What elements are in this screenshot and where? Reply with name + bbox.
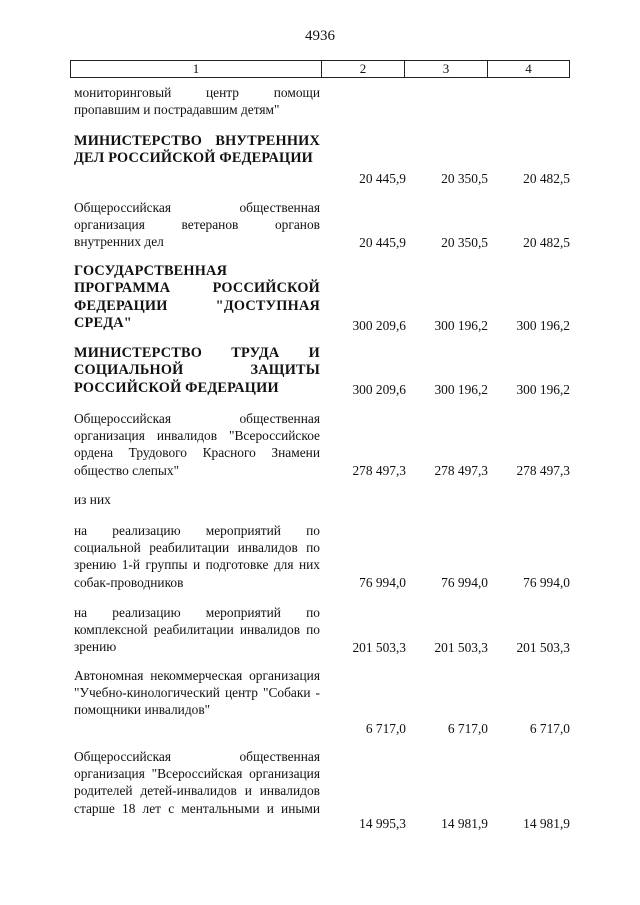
value-col-2: 278 497,3: [352, 463, 406, 478]
value-col-2: 6 717,0: [365, 721, 406, 736]
row-label: Общероссийская общественная организация инвалидов "Всероссийское ордена Трудового Красного Знамени общество слепых": [74, 411, 320, 478]
value-col-3: 20 350,5: [441, 235, 488, 250]
table-header: [70, 60, 570, 78]
row-label: МИНИСТЕРСТВО ВНУТРЕННИХ ДЕЛ РОССИЙСКОЙ ФЕДЕРАЦИИ: [74, 133, 320, 167]
value-col-3: 6 717,0: [447, 721, 488, 736]
value-col-4: 20 482,5: [523, 235, 570, 250]
value-col-3: 14 981,9: [441, 816, 488, 831]
row-label: МИНИСТЕРСТВО ТРУДА И СОЦИАЛЬНОЙ ЗАЩИТЫ РОССИЙСКОЙ ФЕДЕРАЦИИ: [74, 345, 320, 396]
value-col-4: 278 497,3: [516, 463, 570, 478]
value-col-2: 20 445,9: [359, 235, 406, 250]
value-col-3: 76 994,0: [441, 575, 488, 590]
value-col-3: 20 350,5: [441, 171, 488, 186]
row-label: Общероссийская общественная организация "Всероссийская организация родителей детей-инвалидов и инвалидов старше 18 лет с ментальными и иными: [74, 749, 320, 816]
value-col-3: 278 497,3: [434, 463, 488, 478]
page-number: 4936: [305, 28, 335, 44]
value-col-2: 14 995,3: [359, 816, 406, 831]
value-col-4: 6 717,0: [529, 721, 570, 736]
row-label: мониторинговый центр помощи пропавшим и пострадавшим детям": [74, 85, 320, 118]
header-col-2: 2: [359, 61, 367, 76]
row-label: на реализацию мероприятий по социальной реабилитации инвалидов по зрению 1-й группы и подготовке для них собак-проводников: [74, 523, 320, 590]
value-col-4: 201 503,3: [516, 640, 570, 655]
value-col-3: 300 196,2: [434, 382, 488, 397]
value-col-4: 300 196,2: [516, 382, 570, 397]
value-col-2: 201 503,3: [352, 640, 406, 655]
value-col-3: 300 196,2: [434, 318, 488, 333]
value-col-2: 300 209,6: [352, 318, 406, 333]
value-col-2: 300 209,6: [352, 382, 406, 397]
row-label: на реализацию мероприятий по комплексной реабилитации инвалидов по зрению: [74, 605, 320, 655]
value-col-2: 76 994,0: [359, 575, 406, 590]
value-col-3: 201 503,3: [434, 640, 488, 655]
header-col-3: 3: [442, 61, 450, 76]
row-label: Автономная некоммерческая организация "Учебно-кинологический центр "Собаки - помощники инвалидов": [74, 668, 320, 718]
value-col-4: 14 981,9: [523, 816, 570, 831]
row-label: ГОСУДАРСТВЕННАЯ ПРОГРАММА РОССИЙСКОЙ ФЕДЕРАЦИИ "ДОСТУПНАЯ СРЕДА": [74, 263, 320, 332]
header-col-4: 4: [525, 61, 532, 76]
value-col-4: 300 196,2: [516, 318, 570, 333]
value-col-4: 20 482,5: [523, 171, 570, 186]
row-label: из них: [74, 492, 111, 507]
value-col-2: 20 445,9: [359, 171, 406, 186]
row-label: Общероссийская общественная организация ветеранов органов внутренних дел: [74, 200, 320, 250]
header-col-1: 1: [192, 61, 200, 76]
value-col-4: 76 994,0: [523, 575, 570, 590]
